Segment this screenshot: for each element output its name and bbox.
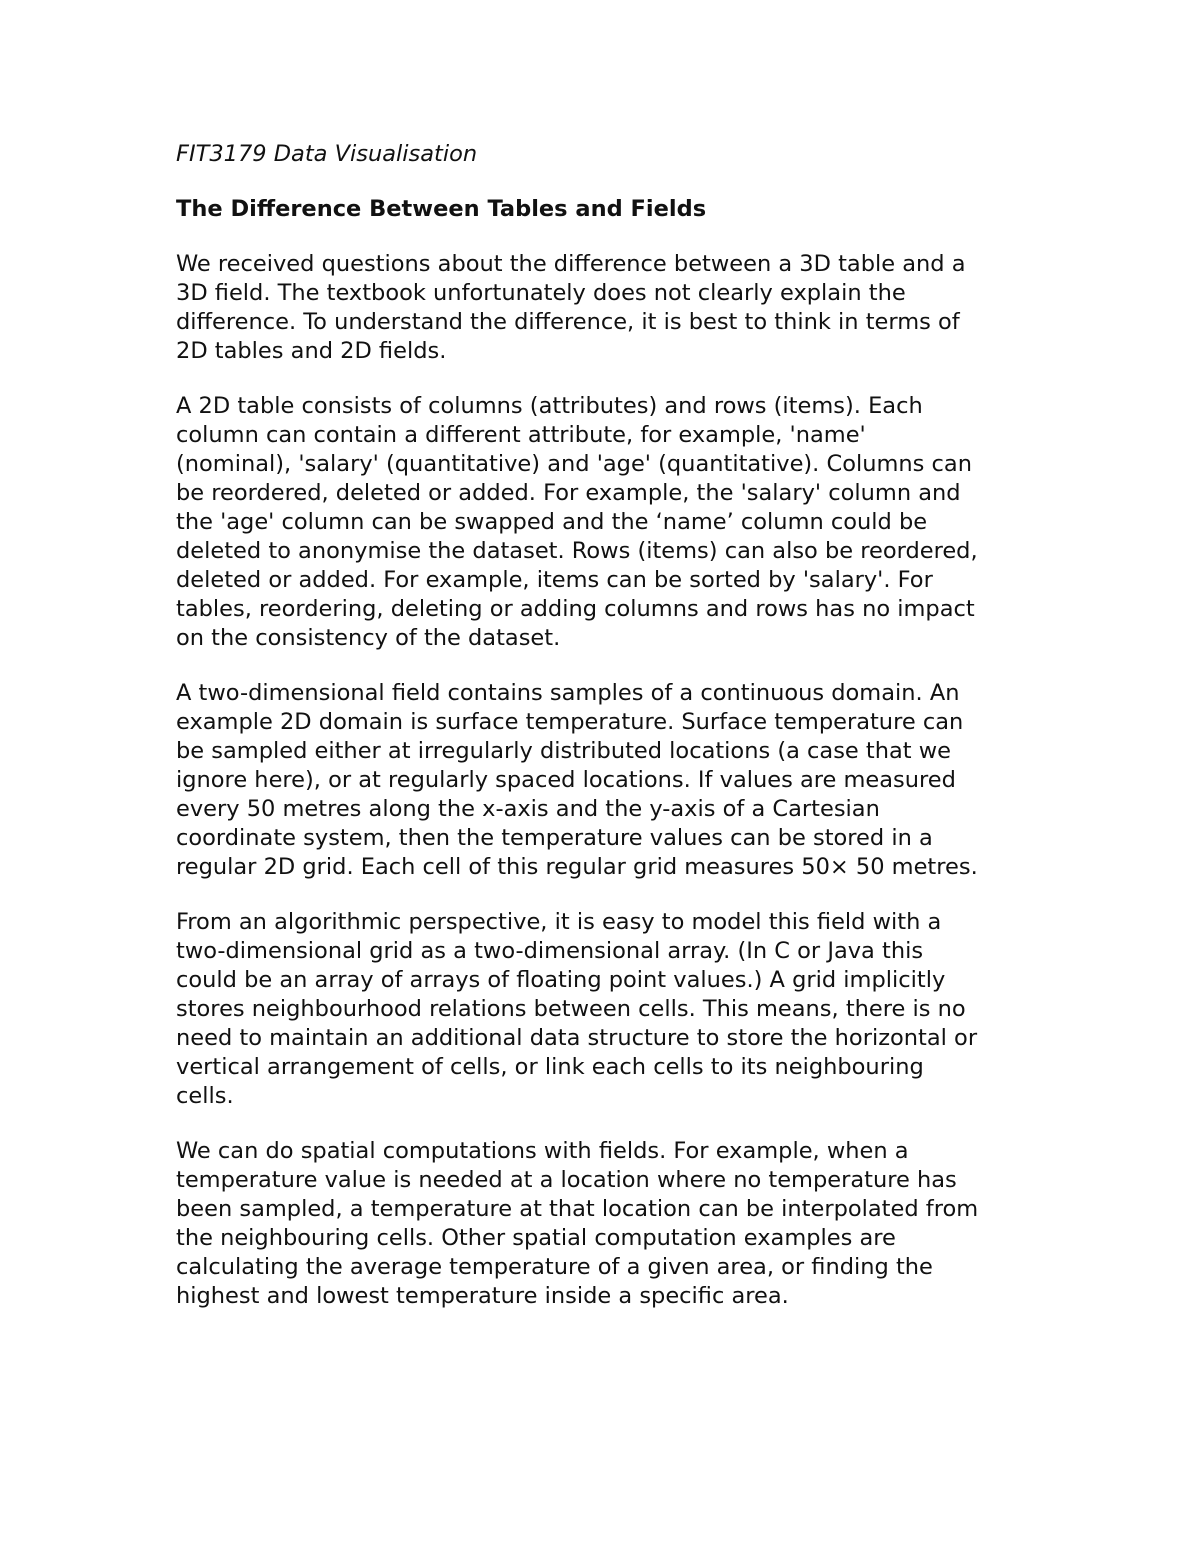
text-line: column can contain a different attribute, for example, 'name' [176,422,866,448]
text-line: stores neighbourhood relations between cells. This means, there is no [176,996,966,1022]
text-line: tables, reordering, deleting or adding columns and rows has no impact [176,596,975,622]
course-name: FIT3179 Data Visualisation [176,141,478,167]
text-line: two-dimensional grid as a two-dimensional array. (In C or Java this [176,938,924,964]
text-line: be sampled either at irregularly distributed locations (a case that we [176,738,952,764]
text-line: deleted or added. For example, items can be sorted by 'salary'. For [176,567,933,593]
text-line: (nominal), 'salary' (quantitative) and 'age' (quantitative). Columns can [176,451,972,477]
text-line: the 'age' column can be swapped and the ‘name’ column could be [176,509,928,535]
text-line: 3D field. The textbook unfortunately does not clearly explain the [176,280,906,306]
text-line: example 2D domain is surface temperature. Surface temperature can [176,709,964,735]
text-line: vertical arrangement of cells, or link each cells to its neighbouring [176,1054,924,1080]
text-line: calculating the average temperature of a given area, or finding the [176,1254,933,1280]
text-line: ignore here), or at regularly spaced locations. If values are measured [176,767,956,793]
text-line: cells. [176,1083,234,1109]
text-line: could be an array of arrays of floating point values.) A grid implicitly [176,967,946,993]
text-line: We received questions about the difference between a 3D table and a [176,251,966,277]
text-line: been sampled, a temperature at that location can be interpolated from [176,1196,979,1222]
paragraph-fields [176,679,1056,882]
text-line: From an algorithmic perspective, it is easy to model this field with a [176,909,942,935]
document-title: The Difference Between Tables and Fields [176,196,707,222]
text-line: be reordered, deleted or added. For example, the 'salary' column and [176,480,961,506]
text-line: temperature value is needed at a location where no temperature has [176,1167,957,1193]
text-line: difference. To understand the difference, it is best to think in terms of [176,309,960,335]
text-line: on the consistency of the dataset. [176,625,561,651]
text-line: coordinate system, then the temperature values can be stored in a [176,825,933,851]
paragraph-algorithmic [176,908,1056,1111]
text-line: need to maintain an additional data structure to store the horizontal or [176,1025,978,1051]
paragraph-tables [176,392,1056,653]
text-line: A two-dimensional field contains samples of a continuous domain. An [176,680,960,706]
paragraph-spatial [176,1137,1056,1311]
text-line: 2D tables and 2D fields. [176,338,447,364]
text-line: every 50 metres along the x-axis and the y-axis of a Cartesian [176,796,880,822]
text-line: A 2D table consists of columns (attributes) and rows (items). Each [176,393,923,419]
paragraph-intro [176,250,1056,366]
document-page [176,140,1056,1337]
text-line: the neighbouring cells. Other spatial computation examples are [176,1225,896,1251]
text-line: highest and lowest temperature inside a specific area. [176,1283,789,1309]
text-line: deleted to anonymise the dataset. Rows (items) can also be reordered, [176,538,978,564]
text-line: regular 2D grid. Each cell of this regular grid measures 50× 50 metres. [176,854,978,880]
text-line: We can do spatial computations with fields. For example, when a [176,1138,909,1164]
